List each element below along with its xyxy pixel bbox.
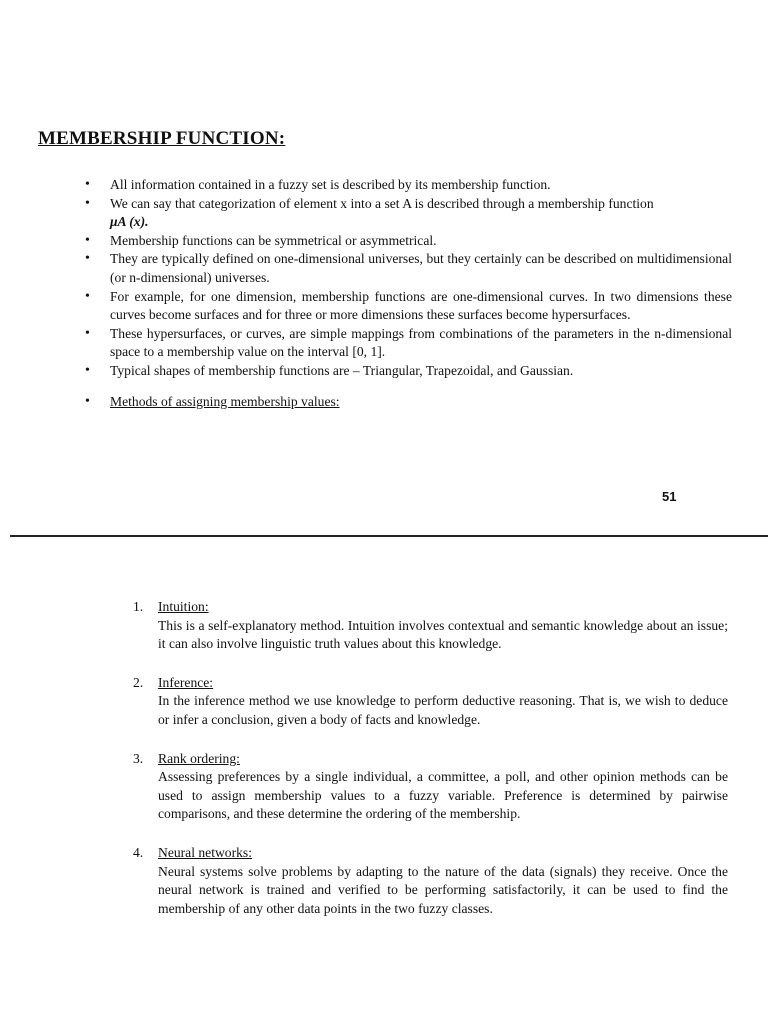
bullet-text: Typical shapes of membership functions are – Triangular, Trapezoidal, and Gaussian.	[110, 362, 574, 378]
method-item	[128, 844, 728, 918]
bullet-dot: •	[85, 195, 90, 211]
method-description: Neural systems solve problems by adapting to the nature of the data (signals) they receive. Once the neural network is trained and verified to be performing satisfactorily, it can be used to find the membership of any other data points in the two fuzzy classes.	[158, 863, 728, 916]
list-item	[82, 393, 732, 412]
bullet-dot: •	[85, 325, 90, 341]
method-item	[128, 598, 728, 654]
method-number: 2.	[133, 674, 144, 690]
bullet-dot: •	[85, 251, 90, 267]
methods-heading: Methods of assigning membership values:	[110, 393, 340, 409]
list-item	[82, 250, 732, 287]
method-title: Inference:	[158, 674, 214, 690]
bullet-text: We can say that categorization of element x into a set A is described through a membership function	[110, 195, 654, 211]
method-description: In the inference method we use knowledge to perform deductive reasoning. That is, we wish to deduce or infer a conclusion, given a body of facts and knowledge.	[158, 693, 728, 727]
bullet-list	[82, 176, 732, 411]
method-title: Neural networks:	[158, 844, 252, 860]
list-item	[82, 232, 732, 251]
bullet-text: All information contained in a fuzzy set is described by its membership function.	[110, 177, 551, 192]
bullet-dot: •	[85, 177, 90, 192]
bullet-text: Membership functions can be symmetrical or asymmetrical.	[110, 232, 437, 248]
bullet-dot: •	[85, 393, 90, 409]
method-item	[128, 674, 728, 730]
methods-list	[128, 598, 728, 938]
method-title: Intuition:	[158, 599, 209, 614]
method-description: Assessing preferences by a single individual, a committee, a poll, and other opinion methods can be used to assign membership values to a fuzzy variable. Preference is determined by pairwise comparisons, and these determine the ordering of the membership.	[158, 769, 728, 822]
bullet-text: These hypersurfaces, or curves, are simple mappings from combinations of the parameters in the n-dimensional space to a membership value on the interval [0, 1].	[110, 325, 732, 360]
page-divider	[10, 535, 768, 537]
bullet-dot: •	[85, 362, 90, 378]
page-number: 51	[662, 489, 677, 504]
list-item	[82, 176, 732, 195]
method-item	[128, 750, 728, 824]
method-title: Rank ordering:	[158, 750, 240, 766]
list-item	[82, 195, 732, 232]
method-description: This is a self-explanatory method. Intuition involves contextual and semantic knowledge about an issue; it can also involve linguistic truth values about this knowledge.	[158, 617, 728, 652]
method-number: 4.	[133, 844, 144, 860]
list-item	[82, 325, 732, 362]
bullet-text: For example, for one dimension, membership functions are one-dimensional curves. In two dimensions these curves become surfaces and for three or more dimensions these surfaces become hypersurfaces.	[110, 288, 732, 323]
bullet-text: They are typically defined on one-dimensional universes, but they certainly can be described on multidimensional (or n-dimensional) universes.	[110, 251, 732, 285]
membership-formula: μA (x).	[110, 214, 149, 230]
list-item	[82, 362, 732, 381]
bullet-dot: •	[85, 232, 90, 248]
page-title: MEMBERSHIP FUNCTION:	[38, 128, 286, 149]
list-item	[82, 288, 732, 325]
bullet-dot: •	[85, 288, 90, 304]
method-number: 1.	[133, 599, 144, 614]
method-number: 3.	[133, 750, 144, 766]
